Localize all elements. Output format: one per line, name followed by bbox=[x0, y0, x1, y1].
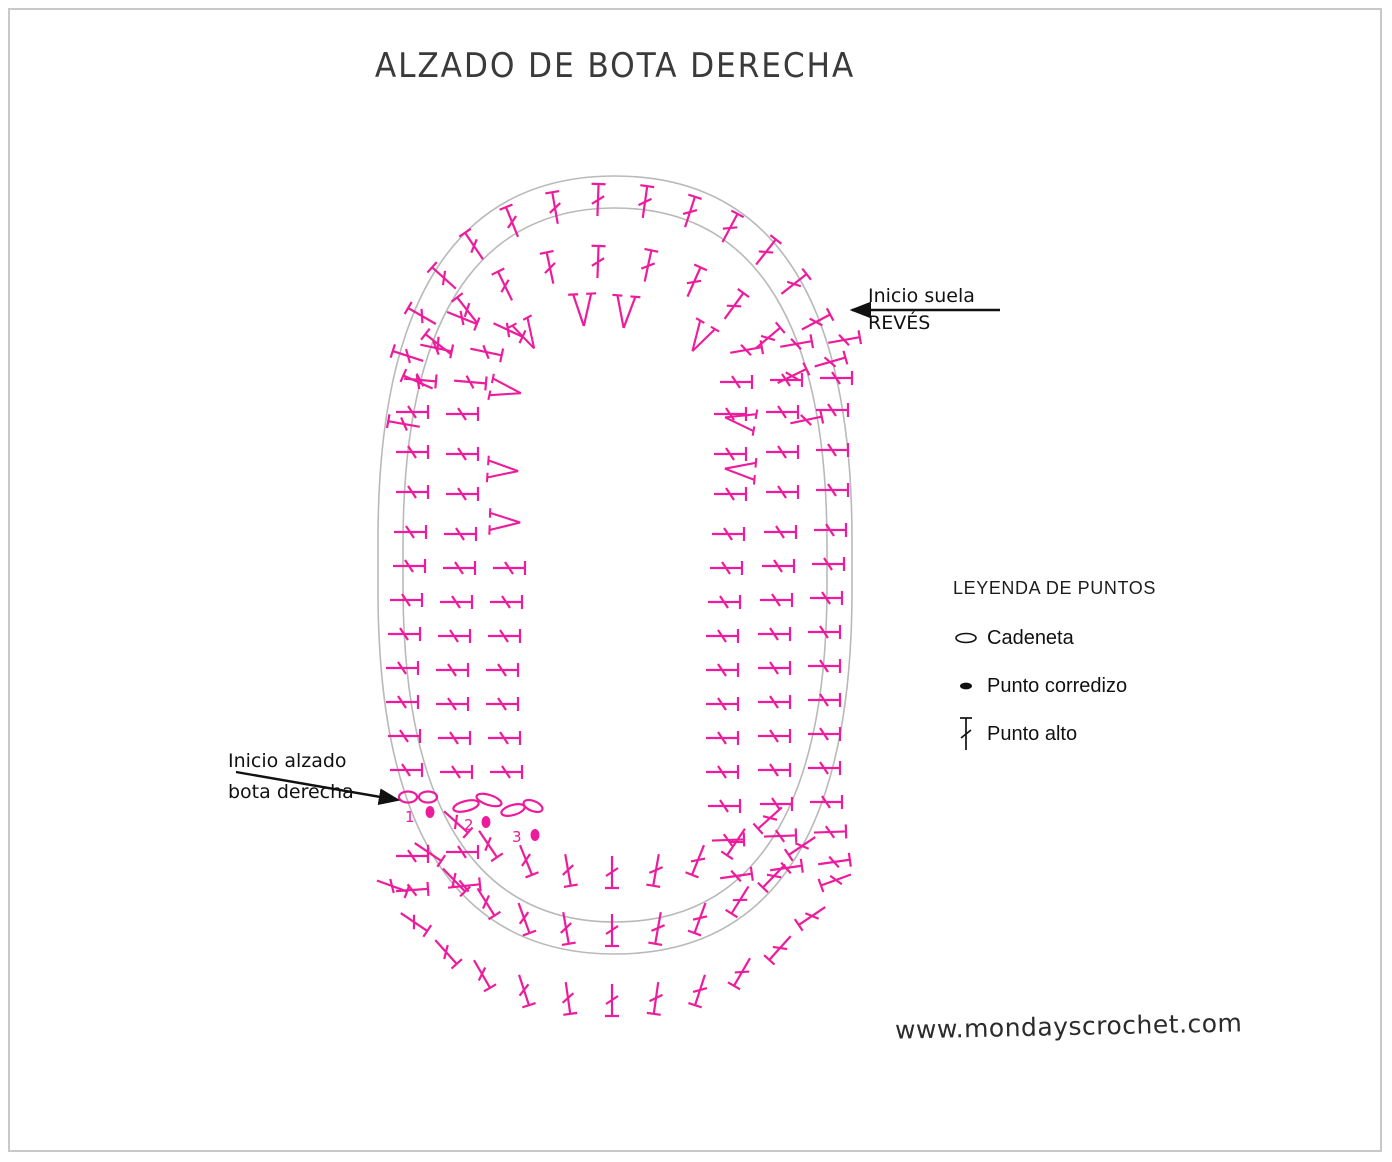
stitch-group-bottom bbox=[375, 802, 854, 1016]
legend-item-cadeneta bbox=[953, 621, 1253, 655]
legend-label-cadeneta: Cadeneta bbox=[987, 626, 1074, 649]
legend-item-punto-alto bbox=[953, 717, 1253, 751]
start-row-stitches bbox=[399, 791, 544, 846]
annotation-start-sole-line2: REVÉS bbox=[868, 312, 931, 334]
annotation-start-sole-line1: Inicio suela bbox=[868, 285, 975, 307]
watermark: www.mondayscrochet.com bbox=[894, 1008, 1243, 1045]
legend-item-punto-corredizo bbox=[953, 669, 1253, 703]
stitch-group-top bbox=[387, 184, 847, 536]
legend-label-punto-corredizo: Punto corredizo bbox=[987, 674, 1128, 697]
annotation-start-upper-line2: bota derecha bbox=[228, 781, 354, 803]
stitch-number-2: 2 bbox=[464, 816, 474, 834]
chain-stitch-icon bbox=[953, 630, 987, 646]
legend-label-punto-alto: Punto alto bbox=[987, 722, 1078, 745]
slip-stitch-icon bbox=[953, 678, 987, 694]
stitch-group-right bbox=[706, 330, 861, 885]
annotation-start-upper-line1: Inicio alzado bbox=[228, 750, 347, 772]
stitch-number-1: 1 bbox=[405, 808, 415, 826]
page-title: ALZADO DE BOTA DERECHA bbox=[374, 46, 856, 86]
inner-boundary bbox=[512, 330, 718, 812]
stitch-number-3: 3 bbox=[512, 828, 522, 846]
double-crochet-icon bbox=[953, 714, 987, 754]
legend-title: LEYENDA DE PUNTOS bbox=[953, 578, 1156, 598]
annotation-start-sole bbox=[868, 283, 975, 337]
annotation-start-upper bbox=[228, 746, 354, 808]
legend bbox=[953, 578, 1253, 765]
